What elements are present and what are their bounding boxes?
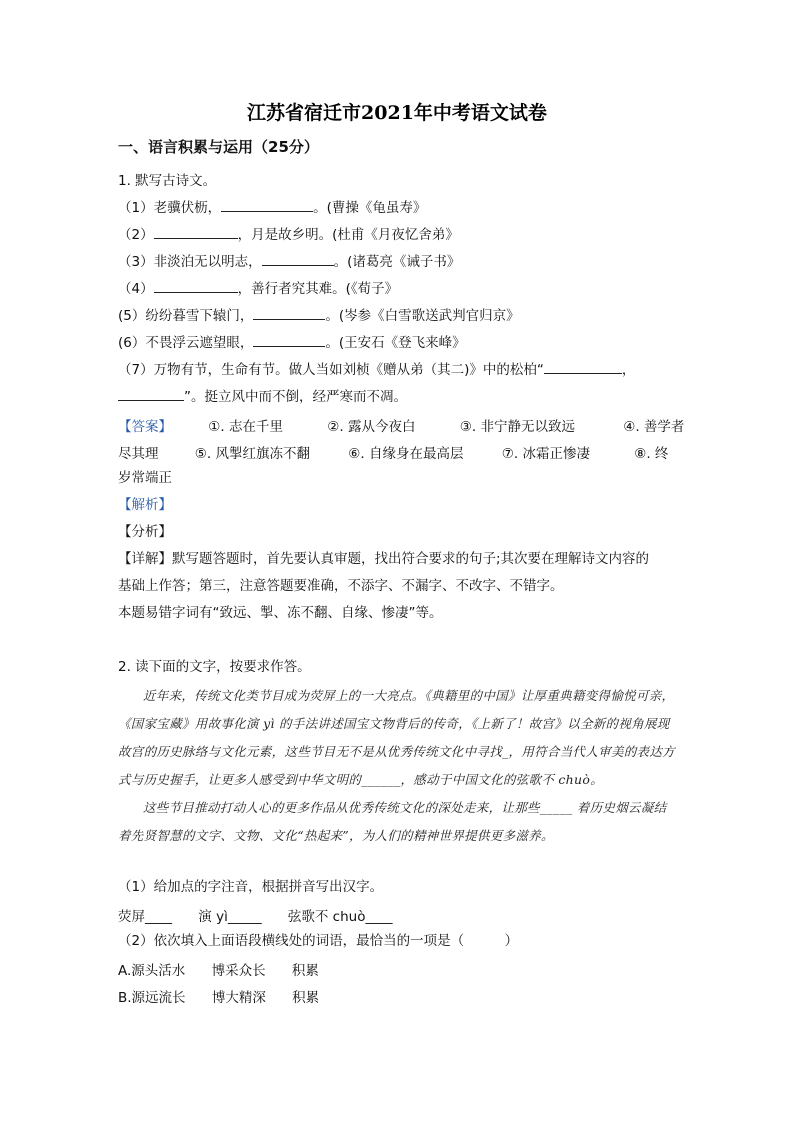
q1-item-4-post: ，善行者究其难。(《荀子》 [237, 281, 399, 297]
q1-item-3-post: 。(诸葛亮《诫子书》 [333, 254, 461, 270]
detail-text: 默写题答题时，首先要认真审题，找出符合要求的句子;其次要在理解诗文内容的 [172, 551, 650, 567]
option-a [118, 959, 678, 979]
passage-paragraph-2: 这些节目推动打动人心的更多作品从优秀传统文化的深处走来，让那些_____ 着历史烟云凝结着先贤智慧的文字、文物、文化“热起来”，为人们的精神世界提供更多滋养。 [118, 800, 667, 843]
q1-item-1 [118, 198, 426, 217]
q1-item-7-comma: ， [621, 362, 636, 378]
answer-blank [154, 225, 238, 239]
q1-item-2-pre: （2） [118, 227, 154, 243]
answer-item: 尽其理 [118, 446, 159, 462]
pinyin-item: 弦歌不 chuò____ [287, 909, 393, 925]
option-b-3: 积累 [292, 990, 320, 1006]
answer-item: ⑤. 风掣红旗冻不翻 [194, 446, 310, 462]
answer-blank [544, 360, 622, 374]
q1-item-5 [118, 306, 520, 325]
answer-line-1 [118, 415, 685, 435]
q1-item-4 [118, 279, 398, 298]
q1-item-4-pre: （4） [118, 281, 154, 297]
answer-item: ①. 志在千里 [208, 419, 283, 435]
q1-item-7-text: （7）万物有节，生命有节。做人当如刘桢《赠从弟（其二)》中的松柏“ [118, 362, 544, 378]
pinyin-row [118, 905, 678, 925]
section-heading: 一、语言积累与运用（25分） [118, 138, 319, 156]
option-b-1: B.源远流长 [118, 990, 186, 1006]
q1-item-7-post: ”。挺立风中而不倒，经严寒而不凋。 [184, 389, 407, 405]
detail-line-2: 基础上作答；第三，注意答题要准确，不添字、不漏字、不改字、不错字。 [118, 578, 564, 594]
q1-item-2-post: ，月是故乡明。(杜甫《月夜忆舍弟》 [237, 227, 459, 243]
answer-blank [253, 333, 325, 347]
page-title: 江苏省宿迁市2021年中考语文试卷 [247, 102, 547, 124]
question-2-stem: 2. 读下面的文字，按要求作答。 [118, 659, 311, 675]
pinyin-item: 演 yì_____ [198, 909, 262, 925]
answer-line-2 [118, 442, 678, 462]
pinyin-item: 荧屏____ [118, 909, 172, 925]
q1-item-5-post: 。(岑参《白雪歌送武判官归京》 [325, 308, 520, 324]
answer-item: ④. 善学者 [623, 419, 685, 435]
q1-item-1-post: 。(曹操《龟虽寿》 [313, 200, 427, 216]
option-b [118, 986, 678, 1006]
q1-item-5-pre: (5）纷纷暮雪下辕门， [118, 308, 254, 324]
answer-item: ⑧. 终 [634, 446, 669, 462]
analysis-label: 【解析】 [118, 497, 172, 513]
q1-item-2 [118, 225, 459, 244]
answer-blank [118, 387, 184, 401]
q2-sub-1: （1）给加点的字注音，根据拼音写出汉字。 [118, 879, 384, 895]
detail-label: 【详解】 [118, 551, 172, 567]
detail-line-1 [118, 550, 649, 568]
q1-item-1-pre: （1）老骥伏枥， [118, 200, 222, 216]
q1-item-3 [118, 252, 460, 271]
fenxi-label: 【分析】 [118, 524, 172, 540]
passage-paragraph-1: 近年来，传统文化类节目成为荧屏上的一大亮点。《典籍里的中国》让厚重典籍变得愉悦可亲，《国家宝藏》用故事化演 yì 的手法讲述国宝文物背后的传奇，《上新了！故宫》以全新的视角展现故宫的历史脉络与文化元素，这些节目无不是从优秀传统文化中寻找_，用符合当代人审美的表达方式与历史握手，让更多人感受到中华文明的______，感动于中国文化的弦歌不 chuò。 [118, 688, 675, 787]
question-1-stem: 1. 默写古诗文。 [118, 173, 217, 189]
option-a-2: 博采众长 [211, 963, 266, 979]
q1-item-6 [118, 333, 466, 352]
detail-line-3: 本题易错字词有“致远、掣、冻不翻、自缘、惨凄”等。 [118, 605, 443, 621]
q1-item-7-line1 [118, 360, 635, 379]
answer-item: ⑥. 自缘身在最高层 [348, 446, 464, 462]
answer-item: ⑦. 冰霜正惨凄 [501, 446, 590, 462]
answer-line-3: 岁常端正 [118, 470, 172, 486]
answer-blank [253, 306, 325, 320]
answer-item: ②. 露从今夜白 [327, 419, 416, 435]
answer-blank [262, 252, 334, 266]
option-a-1: A.源头活水 [118, 963, 186, 979]
option-b-2: 博大精深 [211, 990, 266, 1006]
answer-blank [221, 198, 313, 212]
q1-item-6-pre: (6）不畏浮云遮望眼， [118, 335, 254, 351]
reading-passage [118, 682, 676, 850]
q1-item-3-pre: （3）非淡泊无以明志， [118, 254, 262, 270]
answer-label: 【答案】 [118, 419, 172, 435]
q2-sub-2: （2）依次填入上面语段横线处的词语，最恰当的一项是（ ） [118, 933, 519, 949]
q1-item-7-line2 [118, 387, 407, 406]
answer-blank [154, 279, 238, 293]
option-a-3: 积累 [291, 963, 319, 979]
answer-item: ③. 非宁静无以致远 [459, 419, 575, 435]
q1-item-6-post: 。(王安石《登飞来峰》 [325, 335, 466, 351]
